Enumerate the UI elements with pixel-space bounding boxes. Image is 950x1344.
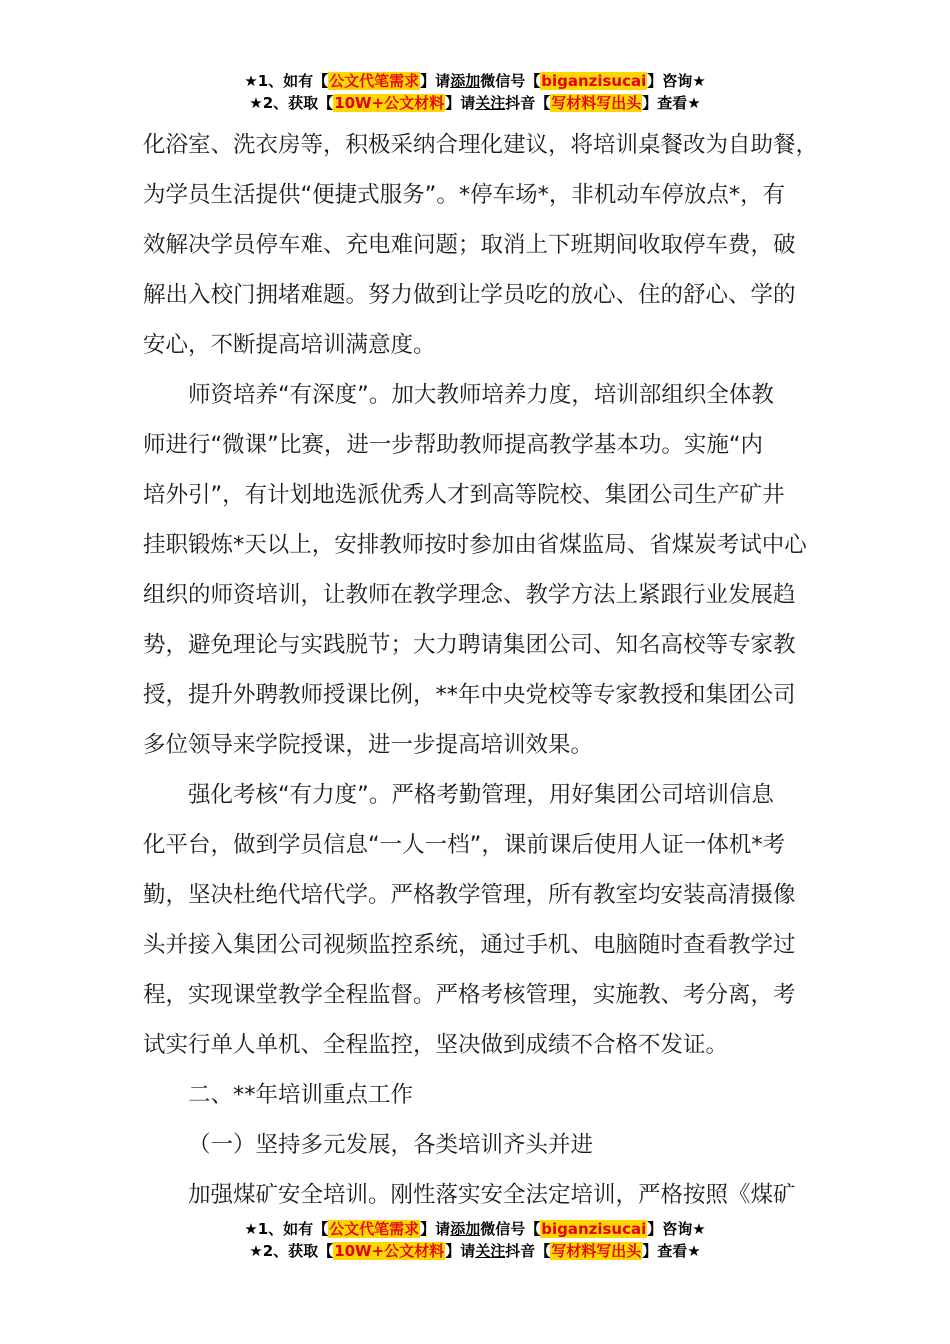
- banner-text: ★1、如有【: [244, 1220, 329, 1238]
- paragraph-1: [143, 120, 819, 370]
- banner-underline: 关注: [475, 1242, 506, 1260]
- text-line: 挂职锻炼*天以上，安排教师按时参加由省煤监局、省煤炭考试中心: [143, 532, 807, 558]
- banner-text: 抖音【: [505, 94, 551, 112]
- banner-underline: 关注: [475, 94, 506, 112]
- banner-text: 微信号【: [480, 72, 541, 90]
- banner-wechat-id: biganzisucai: [541, 72, 647, 90]
- banner-text: 】查看★: [642, 94, 701, 112]
- banner-text: 抖音【: [505, 1242, 551, 1260]
- text-line: 安心，不断提高培训满意度。: [143, 332, 436, 358]
- text-line: 勤，坚决杜绝代培代学。严格教学管理，所有教室均安装高清摄像: [143, 882, 796, 908]
- banner-underline: 添加: [450, 72, 481, 90]
- text-line: 试实行单人单机、全程监控，坚决做到成绩不合格不发证。: [143, 1032, 729, 1058]
- text-line: 程，实现课堂教学全程监督。严格考核管理，实施教、考分离，考: [143, 982, 796, 1008]
- text-line: 效解决学员停车难、充电难问题；取消上下班期间收取停车费，破: [143, 232, 796, 258]
- banner-line-1: [0, 1218, 950, 1240]
- banner-text: 】咨询★: [647, 1220, 706, 1238]
- text-line: 加强煤矿安全培训。刚性落实安全法定培训，严格按照《煤矿: [188, 1182, 796, 1208]
- footer-banner: [0, 1218, 950, 1262]
- banner-line-2: [0, 1240, 950, 1262]
- text-line: 组织的师资培训，让教师在教学理念、教学方法上紧跟行业发展趋: [143, 582, 796, 608]
- banner-highlight: 10W+公文材料: [334, 94, 445, 112]
- banner-text: 微信号【: [480, 1220, 541, 1238]
- text-line: 授，提升外聘教师授课比例，**年中央党校等专家教授和集团公司: [143, 682, 796, 708]
- text-line: 培外引”，有计划地选派优秀人才到高等院校、集团公司生产矿井: [143, 482, 785, 508]
- banner-line-1: [0, 70, 950, 92]
- banner-text: 】请: [445, 1242, 476, 1260]
- banner-line-2: [0, 92, 950, 114]
- text-line: 师资培养“有深度”。加大教师培养力度，培训部组织全体教: [188, 382, 774, 408]
- text-line: 强化考核“有力度”。严格考勤管理，用好集团公司培训信息: [188, 782, 774, 808]
- banner-underline: 添加: [450, 1220, 481, 1238]
- heading-text: 二、**年培训重点工作: [188, 1082, 414, 1108]
- text-line: 头并接入集团公司视频监控系统，通过手机、电脑随时查看教学过: [143, 932, 796, 958]
- banner-text: 】咨询★: [647, 72, 706, 90]
- section-heading: [143, 1070, 807, 1120]
- banner-text: ★1、如有【: [244, 72, 329, 90]
- subsection-heading: [143, 1120, 807, 1170]
- banner-wechat-id: biganzisucai: [541, 1220, 647, 1238]
- banner-text: 】请: [420, 72, 451, 90]
- banner-highlight: 10W+公文材料: [334, 1242, 445, 1260]
- text-line: 师进行“微课”比赛，进一步帮助教师提高教学基本功。实施“内: [143, 432, 763, 458]
- banner-highlight: 公文代笔需求: [329, 72, 420, 90]
- text-line: 多位领导来学院授课，进一步提高培训效果。: [143, 732, 594, 758]
- text-line: 化浴室、洗衣房等，积极采纳合理化建议，将培训桌餐改为自助餐，: [143, 132, 819, 158]
- heading-text: （一）坚持多元发展，各类培训齐头并进: [188, 1132, 594, 1158]
- text-line: 解出入校门拥堵难题。努力做到让学员吃的放心、住的舒心、学的: [143, 282, 796, 308]
- banner-text: ★2、获取【: [249, 94, 334, 112]
- paragraph-3: [143, 770, 807, 1070]
- document-body: [143, 120, 819, 1220]
- paragraph-2: [143, 370, 807, 770]
- header-banner: [0, 70, 950, 114]
- text-line: 化平台，做到学员信息“一人一档”，课前课后使用人证一体机*考: [143, 832, 786, 858]
- text-line: 为学员生活提供“便捷式服务”。*停车场*，非机动车停放点*，有: [143, 182, 786, 208]
- banner-highlight: 公文代笔需求: [329, 1220, 420, 1238]
- banner-text: 】请: [445, 94, 476, 112]
- banner-text: 】查看★: [642, 1242, 701, 1260]
- banner-douyin-id: 写材料写出头: [551, 1242, 642, 1260]
- text-line: 势，避免理论与实践脱节；大力聘请集团公司、知名高校等专家教: [143, 632, 796, 658]
- banner-text: ★2、获取【: [249, 1242, 334, 1260]
- banner-douyin-id: 写材料写出头: [551, 94, 642, 112]
- paragraph-4: [143, 1170, 807, 1220]
- banner-text: 】请: [420, 1220, 451, 1238]
